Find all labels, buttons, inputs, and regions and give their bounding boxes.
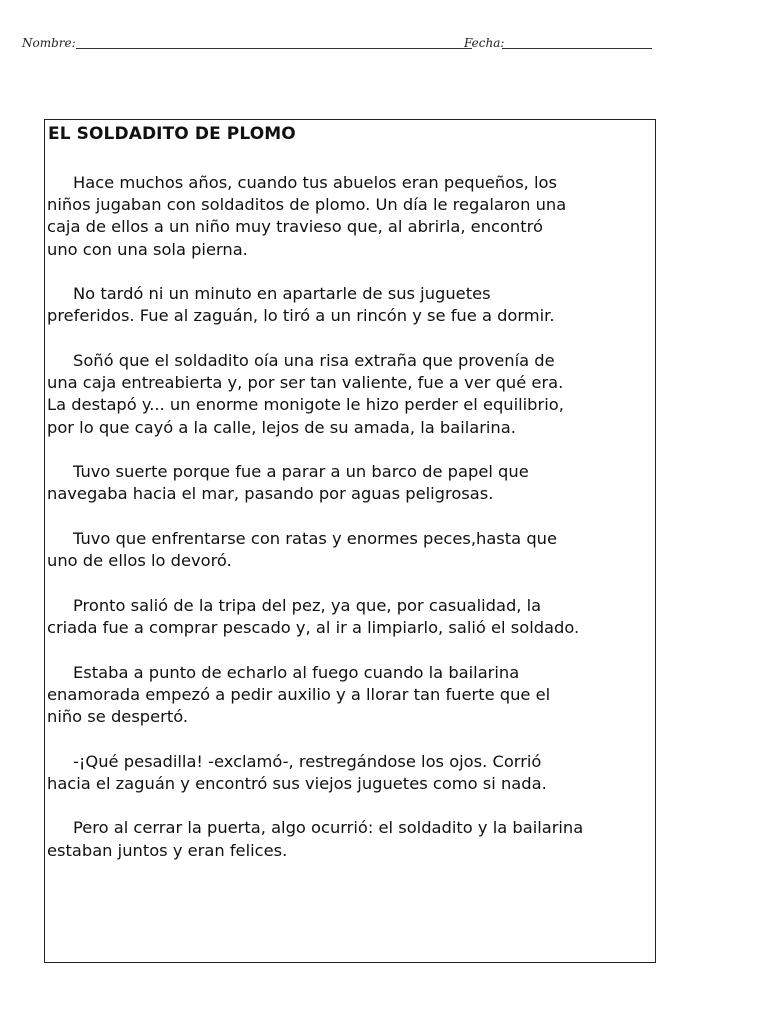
name-label: Nombre: xyxy=(22,36,76,50)
paragraph-line: navegaba hacia el mar, pasando por aguas peligrosas. xyxy=(47,484,494,504)
paragraph-line: criada fue a comprar pescado y, al ir a limpiarlo, salió el soldado. xyxy=(47,618,580,637)
story-paragraph xyxy=(47,350,659,439)
paragraph-line: enamorada empezó a pedir auxilio y a llorar tan fuerte que el xyxy=(47,684,551,704)
paragraph-line: Hace muchos años, cuando tus abuelos eran pequeños, los xyxy=(73,173,557,192)
paragraph-line: Tuvo que enfrentarse con ratas y enormes peces,hasta que xyxy=(73,529,557,548)
paragraph-line: No tardó ni un minuto en apartarle de sus juguetes xyxy=(73,284,491,304)
story-paragraph xyxy=(47,461,659,505)
paragraph-line: una caja entreabierta y, por ser tan valiente, fue a ver qué era. xyxy=(47,373,564,393)
date-label: Fecha: xyxy=(464,36,505,50)
story-paragraph xyxy=(47,172,659,261)
date-field[interactable] xyxy=(502,48,652,49)
paragraph-line: uno de ellos lo devoró. xyxy=(47,551,232,571)
paragraph-line: uno con una sola pierna. xyxy=(47,239,248,259)
paragraph-line: -¡Qué pesadilla! -exclamó-, restregándose los ojos. Corrió xyxy=(73,751,542,771)
paragraph-line: niños jugaban con soldaditos de plomo. Un día le regalaron una xyxy=(47,195,567,215)
story-paragraph xyxy=(47,662,659,729)
paragraph-line: niño se despertó. xyxy=(47,707,189,726)
paragraph-line: estaban juntos y eran felices. xyxy=(47,840,288,860)
paragraph-line: La destapó y... un enorme monigote le hizo perder el equilibrio, xyxy=(47,395,564,415)
paragraph-line: por lo que cayó a la calle, lejos de su amada, la bailarina. xyxy=(47,417,516,437)
worksheet-header xyxy=(22,30,662,54)
paragraph-line: Pero al cerrar la puerta, algo ocurrió: el soldadito y la bailarina xyxy=(73,818,584,838)
paragraph-line: Estaba a punto de echarlo al fuego cuando la bailarina xyxy=(73,662,520,682)
story-title: EL SOLDADITO DE PLOMO xyxy=(48,124,296,144)
story-paragraph xyxy=(47,817,659,861)
paragraph-line: Pronto salió de la tripa del pez, ya que, por casualidad, la xyxy=(73,595,542,615)
paragraph-line: hacia el zaguán y encontró sus viejos juguetes como si nada. xyxy=(47,773,547,793)
name-field[interactable] xyxy=(76,48,472,49)
paragraph-line: Tuvo suerte porque fue a parar a un barco de papel que xyxy=(73,462,529,482)
paragraph-line: preferidos. Fue al zaguán, lo tiró a un rincón y se fue a dormir. xyxy=(47,306,555,326)
paragraph-line: Soñó que el soldadito oía una risa extraña que provenía de xyxy=(73,351,555,370)
paragraph-line: caja de ellos a un niño muy travieso que, al abrirla, encontró xyxy=(47,217,543,237)
story-body xyxy=(47,172,659,884)
story-box xyxy=(44,119,656,963)
story-paragraph xyxy=(47,751,659,795)
story-paragraph xyxy=(47,283,659,327)
story-paragraph xyxy=(47,528,659,572)
story-paragraph xyxy=(47,595,659,639)
